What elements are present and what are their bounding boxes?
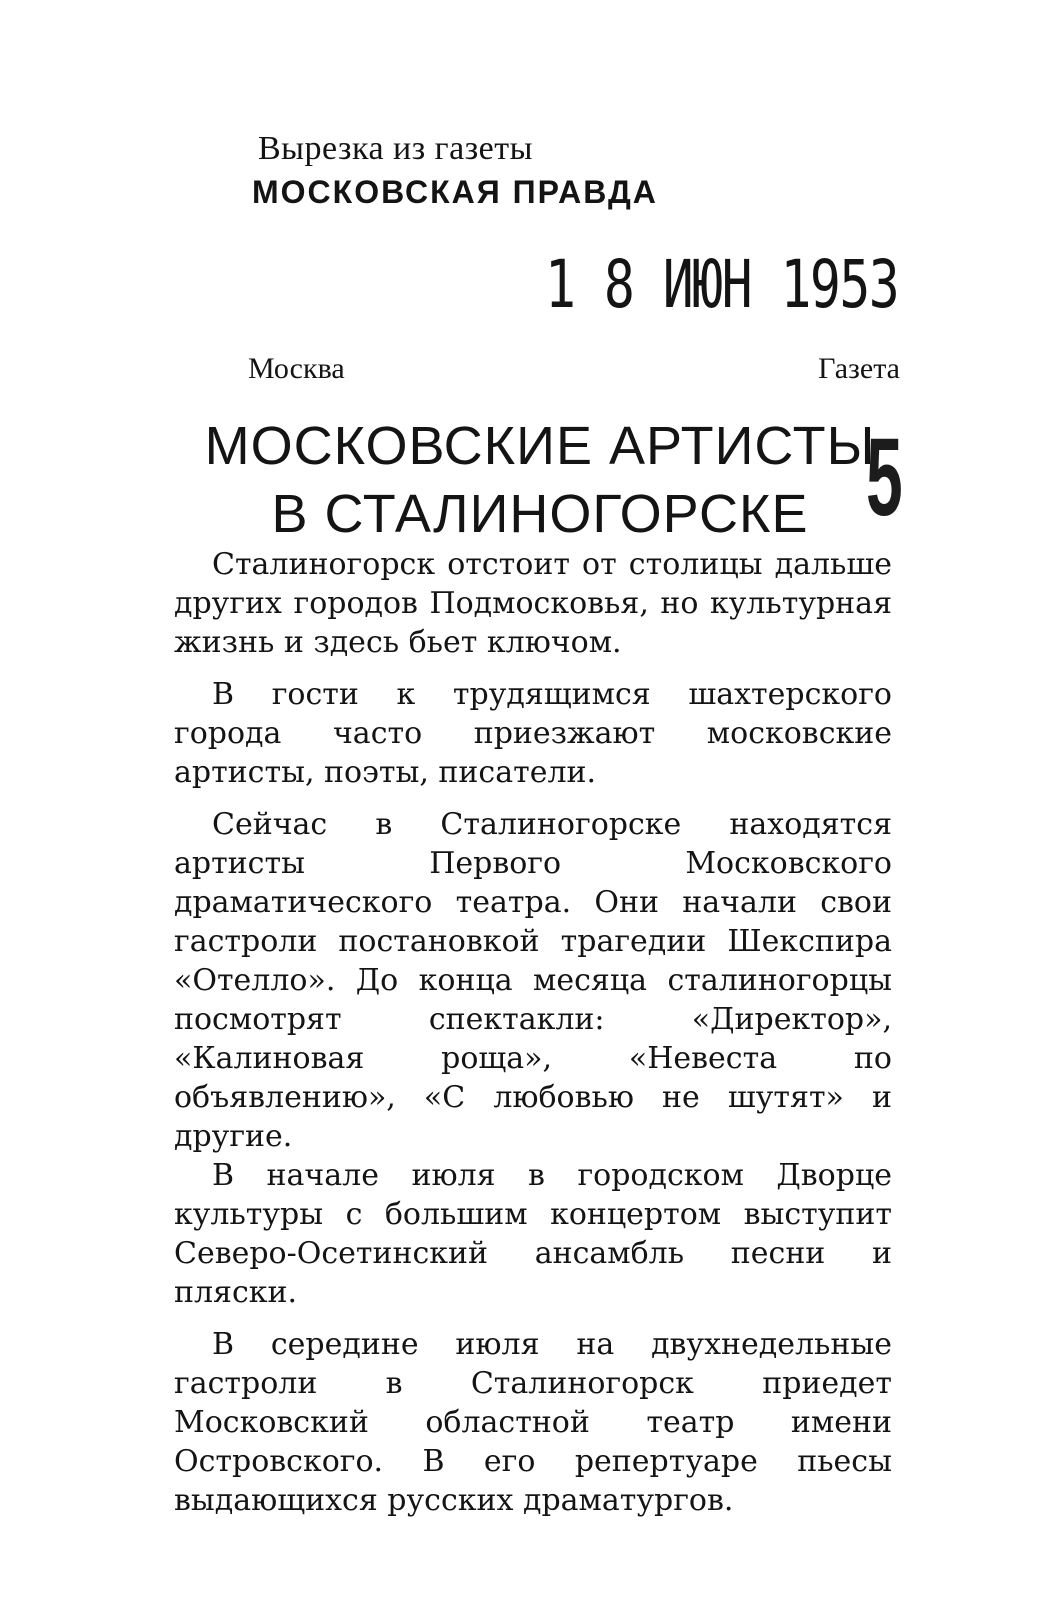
headline-line-2: В СТАЛИНОГОРСКЕ xyxy=(271,484,809,544)
date-stamp: 1 8 ИЮН 1953 xyxy=(545,246,899,323)
article-paragraph-5: В середине июля на двухнедельные гастроли в Сталиногорск приедет Московский областной театр имени Островского. В его репертуаре пьесы выдающихся русских драматургов. xyxy=(174,1327,892,1518)
article-body xyxy=(174,545,892,1520)
handwritten-mark: 5 xyxy=(866,416,903,539)
article-paragraph-3: Сейчас в Сталиногорске находятся артисты Первого Московского драматического театра. Они начали свои гастроли постановкой трагедии Шекспира «Отелло». До конца месяца сталиногорцы посмотрят спектакли: «Директор», «Калиновая роща», «Невеста по объявлению», «С любовью не шутят» и другие. xyxy=(174,807,892,1154)
newspaper-name: МОСКОВСКАЯ ПРАВДА xyxy=(252,174,658,210)
article-headline xyxy=(170,412,910,548)
article-paragraph-4: В начале июля в городском Дворце культуры с большим концертом выступит Северо-Осетинский ансамбль песни и пляски. xyxy=(174,1158,892,1310)
article-paragraph-1: Сталиногорск отстоит от столицы дальше других городов Подмосковья, но культурная жизнь и здесь бьет ключом. xyxy=(174,547,892,660)
article-paragraph-2: В гости к трудящимся шахтерского города часто приезжают московские артисты, поэты, писатели. xyxy=(174,677,892,790)
headline-line-1: МОСКОВСКИЕ АРТИСТЫ xyxy=(204,416,876,476)
clipping-label: Вырезка из газеты xyxy=(258,130,533,167)
publication-type-label: Газета xyxy=(818,352,900,385)
city-label: Москва xyxy=(248,352,345,385)
